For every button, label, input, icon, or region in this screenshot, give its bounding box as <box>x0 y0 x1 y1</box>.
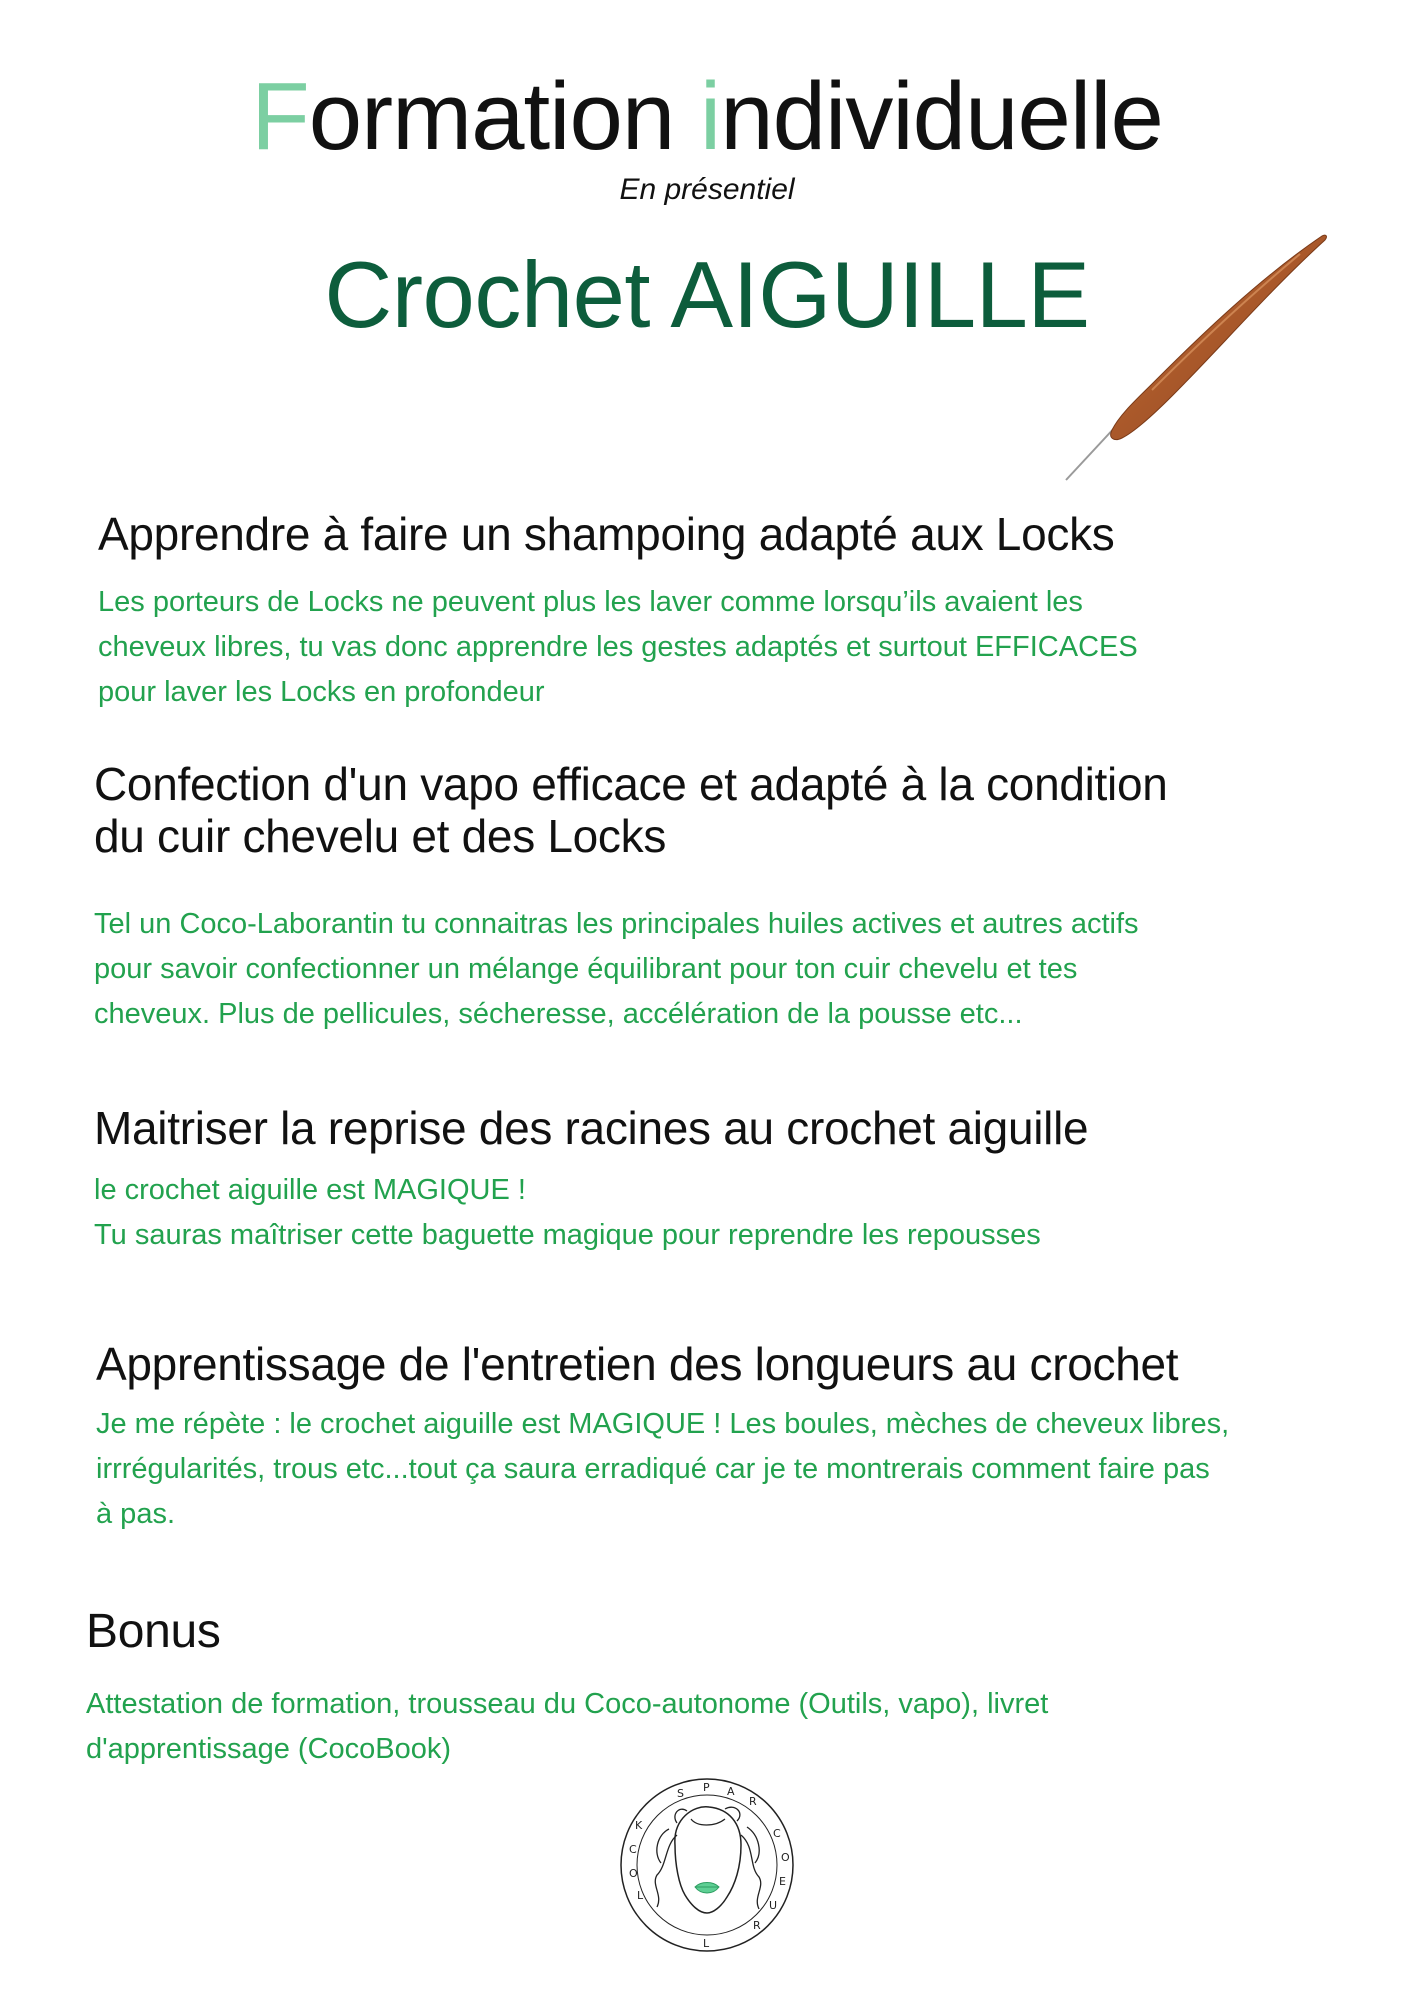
svg-text:K: K <box>635 1819 643 1832</box>
svg-text:R: R <box>753 1919 761 1932</box>
section-description: le crochet aiguille est MAGIQUE ! Tu sauras maîtriser cette baguette magique pour reprendre les repousses <box>94 1174 1041 1251</box>
section-longueurs <box>96 1338 1376 1537</box>
page-title <box>0 62 1414 172</box>
svg-text:U: U <box>769 1899 778 1912</box>
section-heading: Apprendre à faire un shampoing adapté aux Locks <box>98 508 1115 560</box>
svg-text:O: O <box>781 1851 790 1864</box>
product-title: Crochet AIGUILLE <box>324 242 1090 347</box>
section-racines <box>94 1102 1374 1258</box>
title-initial-f: F <box>251 63 309 170</box>
crochet-hook-icon <box>1060 228 1340 488</box>
hook-needle <box>1066 424 1118 480</box>
svg-text:C: C <box>629 1843 637 1856</box>
svg-text:P: P <box>703 1781 710 1794</box>
locks-par-coeur-logo-icon <box>617 1775 797 1955</box>
title-initial-i: i <box>699 63 721 170</box>
bonus-description: Attestation de formation, trousseau du Coco-autonome (Outils, vapo), livret d'apprentissage (CocoBook) <box>86 1688 1049 1765</box>
section-vapo <box>94 758 1374 1037</box>
section-heading: Apprentissage de l'entretien des longueurs au crochet <box>96 1338 1179 1390</box>
bonus-heading: Bonus <box>86 1605 221 1658</box>
title-text-2: ndividuelle <box>720 63 1163 170</box>
title-text-1: ormation <box>308 63 700 170</box>
svg-text:S: S <box>677 1787 684 1800</box>
section-description: Tel un Coco-Laborantin tu connaitras les principales huiles actives et autres actifs pour savoir confectionner un mélange équilibrant pour ton cuir chevelu et tes cheveux. Plus de pellicules, sécheresse, accélération de la pousse etc... <box>94 908 1139 1030</box>
svg-text:E: E <box>779 1875 786 1888</box>
page-subtitle: En présentiel <box>619 173 795 206</box>
section-description: Les porteurs de Locks ne peuvent plus les laver comme lorsqu’ils avaient les cheveux libres, tu vas donc apprendre les gestes adaptés et surtout EFFICACES pour laver les Locks en profondeur <box>98 586 1138 708</box>
section-heading: Maitriser la reprise des racines au crochet aiguille <box>94 1102 1089 1154</box>
svg-text:O: O <box>629 1867 638 1880</box>
svg-text:L: L <box>703 1937 710 1950</box>
section-description: Je me répète : le crochet aiguille est MAGIQUE ! Les boules, mèches de cheveux libres, irrrégularités, trous etc...tout ça saura erradiqué car je te montrerais comment faire pas à pas. <box>96 1408 1230 1530</box>
svg-text:L: L <box>637 1889 644 1902</box>
section-shampoing <box>98 508 1378 715</box>
svg-text:R: R <box>749 1795 757 1808</box>
section-bonus <box>86 1606 1366 1772</box>
svg-text:A: A <box>727 1785 735 1798</box>
section-heading: Confection d'un vapo efficace et adapté à la condition du cuir chevelu et des Locks <box>94 758 1168 862</box>
svg-text:C: C <box>773 1827 781 1840</box>
hook-handle <box>1111 235 1327 439</box>
